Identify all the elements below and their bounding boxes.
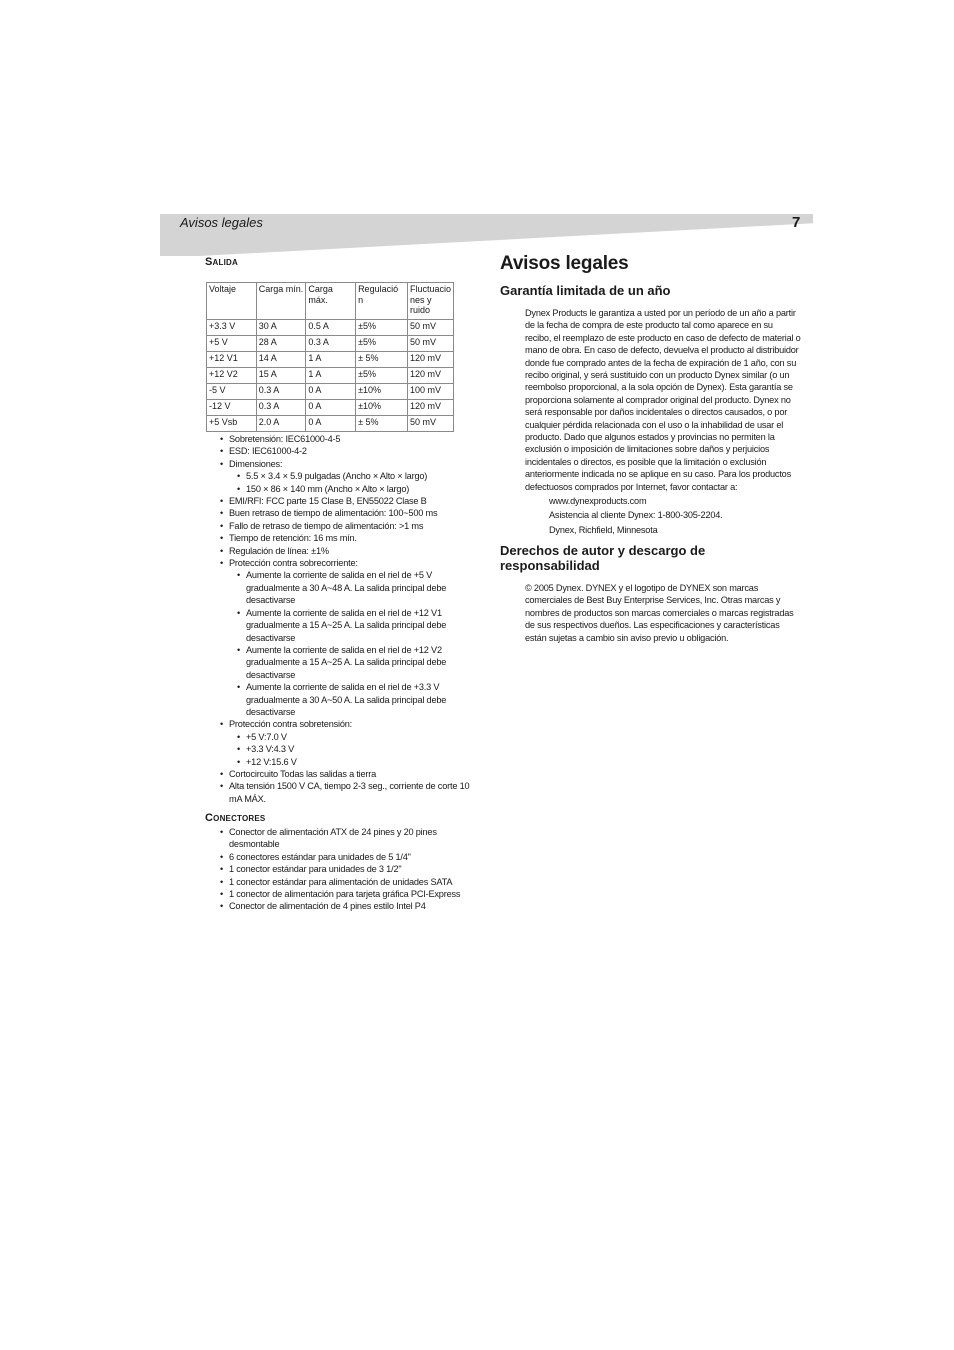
table-header-cell: Fluctuacio nes y ruido	[407, 283, 453, 320]
table-row	[207, 416, 454, 432]
table-row	[207, 352, 454, 368]
list-item	[220, 557, 482, 718]
garantia-heading: Garantía limitada de un año	[500, 283, 671, 298]
table-cell: 0 A	[306, 416, 356, 432]
contact-address: Dynex, Richfield, Minnesota	[549, 525, 658, 535]
list-item: • 6 conectores estándar para unidades de 5 1/4"	[220, 851, 482, 863]
table-cell: 28 A	[256, 336, 306, 352]
list-item: • Aumente la corriente de salida en el riel de +3.3 V gradualmente a 30 A~50 A. La salida principal debe desactivarse	[237, 681, 482, 718]
table-cell: 100 mV	[407, 384, 453, 400]
list-item: • Aumente la corriente de salida en el riel de +12 V2 gradualmente a 15 A~25 A. La salida principal debe desactivarse	[237, 644, 482, 681]
list-item	[220, 458, 482, 495]
page-title: Avisos legales	[500, 253, 629, 274]
table-cell: 15 A	[256, 368, 306, 384]
table-cell: ± 5%	[356, 416, 408, 432]
output-specs-list	[220, 433, 482, 805]
table-row	[207, 336, 454, 352]
output-spec-table	[206, 282, 454, 432]
table-cell: 0.3 A	[256, 384, 306, 400]
table-header-cell: Carga máx.	[306, 283, 356, 320]
table-header-row	[207, 283, 454, 320]
table-cell: ±10%	[356, 400, 408, 416]
table-cell: 0.3 A	[306, 336, 356, 352]
derechos-heading: Derechos de autor y descargo de responsabilidad	[500, 543, 706, 573]
table-row	[207, 384, 454, 400]
table-cell: 50 mV	[407, 320, 453, 336]
list-item: • Cortocircuito Todas las salidas a tierra	[220, 768, 482, 780]
table-cell: +5 V	[207, 336, 257, 352]
table-cell: 1 A	[306, 352, 356, 368]
derechos-paragraph: © 2005 Dynex. DYNEX y el logotipo de DYNEX son marcas comerciales de Best Buy Enterprise Services, Inc. Otras marcas y nombres de productos son marcas comerciales o marcas registradas de sus respectivos dueños. Las especificaciones y características están sujetas a cambio sin aviso previo u obligación.	[525, 583, 794, 643]
table-row	[207, 400, 454, 416]
list-item: • Tiempo de retención: 16 ms mín.	[220, 532, 482, 544]
list-item: • EMI/RFI: FCC parte 15 Clase B, EN55022 Clase B	[220, 495, 482, 507]
list-item: • +12 V:15.6 V	[237, 756, 482, 768]
connectors-list	[220, 826, 482, 913]
table-cell: 1 A	[306, 368, 356, 384]
list-item: • +5 V:7.0 V	[237, 731, 482, 743]
table-header-cell: Regulació n	[356, 283, 408, 320]
garantia-paragraph: Dynex Products le garantiza a usted por un período de un año a partir de la fecha de compra de este producto tal como aparece en su recibo, el reemplazo de este producto en caso de defecto de material o mano de obra. En caso de defecto, devuelva el producto al distribuidor donde fue comprado antes de la fecha de expiración de 1 año, con su recibo original, y será sustituido con un producto Dynex similar (o un reembolso proporcional, a la sola opción de Dynex). Esta garantía se proporciona solamente al comprador original del producto. Dynex no será responsable por daños incidentales o directos causados, o por cualquier pérdida relacionada con el uso o la inhabilidad de usar el producto. Dado que algunos estados y provincias no permiten la exclusión o imposición de limitaciones sobre daños y perjuicios incidentales o directos, es posible que la limitación o exclusión anteriormente indicada no se aplique en su caso. Para los productos defectuosos comprados por Internet, favor contactar a:	[525, 308, 801, 492]
table-cell: 0 A	[306, 400, 356, 416]
list-item-label: Protección contra sobrecorriente:	[229, 558, 358, 569]
table-row	[207, 368, 454, 384]
list-item: • Aumente la corriente de salida en el riel de +12 V1 gradualmente a 15 A~25 A. La salida principal debe desactivarse	[237, 607, 482, 644]
table-cell: -12 V	[207, 400, 257, 416]
table-cell: ±5%	[356, 336, 408, 352]
table-cell: ±5%	[356, 368, 408, 384]
table-cell: ±5%	[356, 320, 408, 336]
table-cell: 30 A	[256, 320, 306, 336]
table-cell: +5 Vsb	[207, 416, 257, 432]
list-item: • Fallo de retraso de tiempo de alimentación: >1 ms	[220, 520, 482, 532]
list-item: • Conector de alimentación de 4 pines estilo Intel P4	[220, 900, 482, 912]
table-cell: 120 mV	[407, 400, 453, 416]
table-header-cell: Carga mín.	[256, 283, 306, 320]
table-cell: 0.3 A	[256, 400, 306, 416]
page-number: 7	[792, 214, 801, 231]
table-cell: 50 mV	[407, 416, 453, 432]
list-item: • Regulación de línea: ±1%	[220, 545, 482, 557]
list-item: • ESD: IEC61000-4-2	[220, 445, 482, 457]
list-item: • 150 × 86 × 140 mm (Ancho × Alto × largo)	[237, 483, 482, 495]
list-item: • 1 conector estándar para unidades de 3 1/2"	[220, 863, 482, 875]
table-cell: ± 5%	[356, 352, 408, 368]
table-cell: 0.5 A	[306, 320, 356, 336]
running-header-title: Avisos legales	[180, 215, 263, 230]
table-cell: 120 mV	[407, 352, 453, 368]
list-item: • Aumente la corriente de salida en el riel de +5 V gradualmente a 30 A~48 A. La salida principal debe desactivarse	[237, 569, 482, 606]
table-cell: ±10%	[356, 384, 408, 400]
list-item	[220, 718, 482, 768]
table-header-cell: Voltaje	[207, 283, 257, 320]
conectores-heading: Conectores	[205, 812, 266, 824]
table-cell: +3.3 V	[207, 320, 257, 336]
table-cell: 0 A	[306, 384, 356, 400]
contact-website: www.dynexproducts.com	[549, 496, 647, 506]
table-cell: 120 mV	[407, 368, 453, 384]
list-item: • 1 conector estándar para alimentación de unidades SATA	[220, 876, 482, 888]
list-item-label: Protección contra sobretensión:	[229, 719, 353, 730]
list-item: • Buen retraso de tiempo de alimentación: 100~500 ms	[220, 507, 482, 519]
table-cell: 2.0 A	[256, 416, 306, 432]
list-item: • Sobretensión: IEC61000-4-5	[220, 433, 482, 445]
list-item-label: Dimensiones:	[229, 458, 283, 469]
list-item: • Alta tensión 1500 V CA, tiempo 2-3 seg., corriente de corte 10 mA MÁX.	[220, 780, 482, 805]
list-item: • 1 conector de alimentación para tarjeta gráfica PCI-Express	[220, 888, 482, 900]
table-cell: +12 V2	[207, 368, 257, 384]
table-row	[207, 320, 454, 336]
table-cell: -5 V	[207, 384, 257, 400]
list-item: • 5.5 × 3.4 × 5.9 pulgadas (Ancho × Alto × largo)	[237, 470, 482, 482]
table-cell: +12 V1	[207, 352, 257, 368]
salida-heading: Salida	[205, 256, 238, 268]
table-cell: 14 A	[256, 352, 306, 368]
contact-phone: Asistencia al cliente Dynex: 1-800-305-2204.	[549, 510, 723, 520]
list-item: • +3.3 V:4.3 V	[237, 743, 482, 755]
table-cell: 50 mV	[407, 336, 453, 352]
list-item: • Conector de alimentación ATX de 24 pines y 20 pines desmontable	[220, 826, 482, 851]
